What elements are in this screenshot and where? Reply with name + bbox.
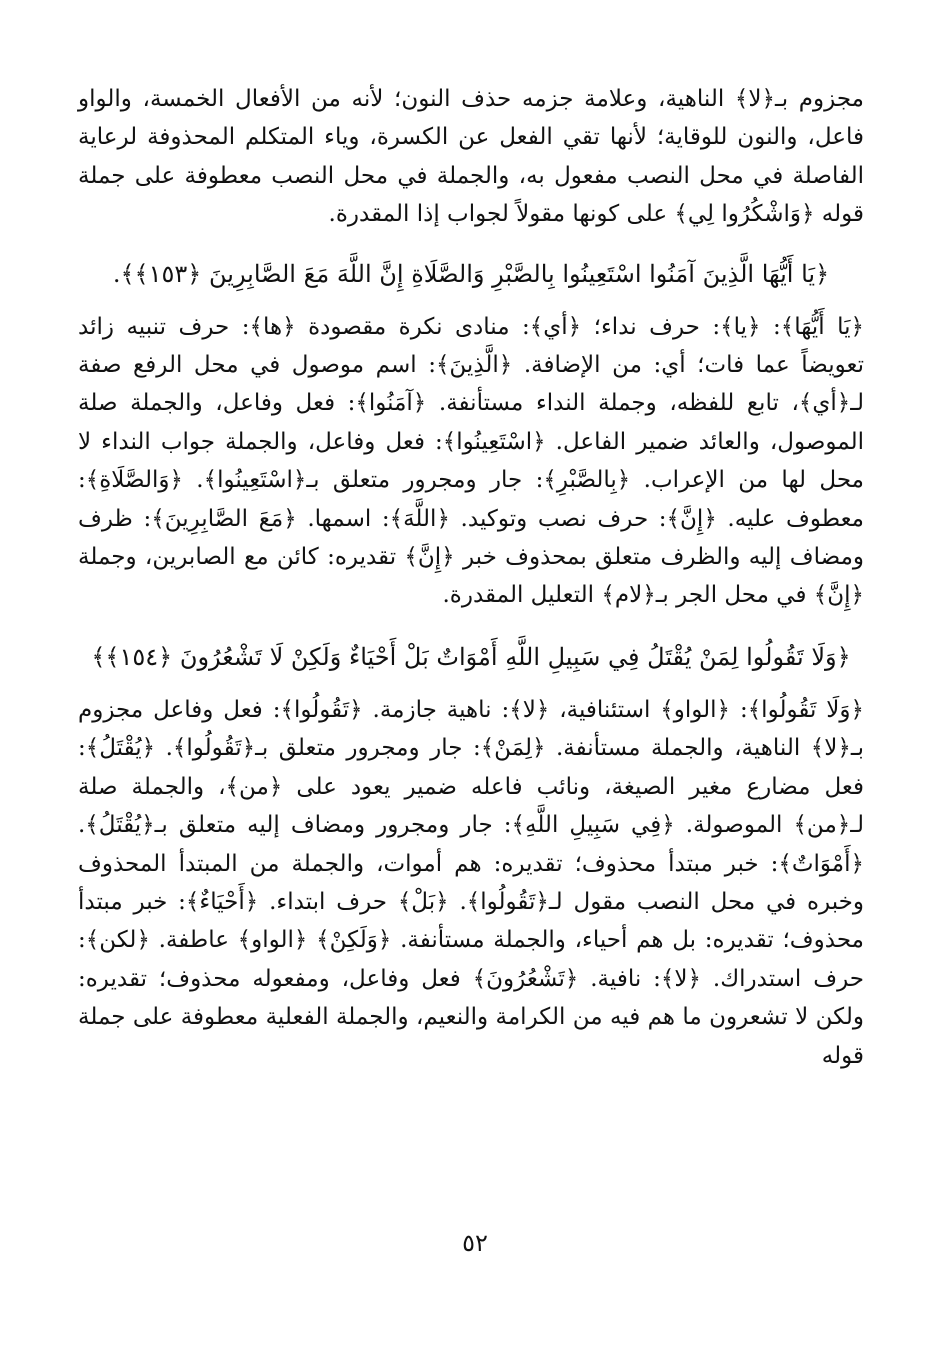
page-number: ٥٢ (462, 1229, 488, 1257)
spacer (78, 294, 864, 308)
spacer (78, 677, 864, 691)
paragraph-grammar-continued: مجزوم بـ﴿لا﴾ الناهية، وعلامة جزمه حذف النون؛ لأنه من الأفعال الخمسة، والواو فاعل، والنون للوقاية؛ لأنها تقي الفعل عن الكسرة، وياء المتكلم المحذوفة لرعاية الفاصلة في محل النصب مفعول به، والجملة في محل النصب معطوفة على جملة قوله ﴿وَاشْكُرُوا لِي﴾ على كونها مقولاً لجواب إذا المقدرة. (78, 86, 864, 228)
quran-verse-154: ﴿وَلَا تَقُولُوا لِمَنْ يُقْتَلُ فِي سَبِيلِ اللَّهِ أَمْوَاتٌ بَلْ أَحْيَاءٌ وَلَكِنْ لَا تَشْعُرُونَ ﴿١٥٤﴾﴾ (91, 642, 851, 671)
paragraph-verse-154-analysis: ﴿وَلَا تَقُولُوا﴾: ﴿الواو﴾ استئنافية، ﴿لا﴾: ناهية جازمة. ﴿تَقُولُوا﴾: فعل وفاعل مجزوم بـ﴿لا﴾ الناهية، والجملة مستأنفة. ﴿لِمَنْ﴾: جار ومجرور متعلق بـ﴿تَقُولُوا﴾. ﴿يُقْتَلُ﴾: فعل مضارع مغير الصيغة، ونائب فاعله ضمير يعود على ﴿من﴾، والجملة صلة لـ﴿من﴾ الموصولة. ﴿فِي سَبِيلِ اللَّهِ﴾: جار ومجرور ومضاف إليه متعلق بـ﴿يُقْتَلُ﴾. ﴿أَمْوَاتٌ﴾: خبر مبتدأ محذوف؛ تقديره: هم أموات، والجملة من المبتدأ المحذوف وخبره في محل النصب مقول لـ﴿تَقُولُوا﴾. ﴿بَلْ﴾ حرف ابتداء. ﴿أَحْيَاءٌ﴾: خبر مبتدأ محذوف؛ تقديره: بل هم أحياء، والجملة مستأنفة. ﴿وَلَكِنْ﴾ ﴿الواو﴾ عاطفة. ﴿لكن﴾: حرف استدراك. ﴿لا﴾: نافية. ﴿تَشْعُرُونَ﴾ فعل وفاعل، ومفعوله محذوف؛ تقديره: ولكن لا تشعرون ما هم فيه من الكرامة والنعيم، والجملة الفعلية معطوفة على جملة قوله (78, 696, 864, 1069)
quran-verse-153: ﴿يَا أَيُّهَا الَّذِينَ آمَنُوا اسْتَعِينُوا بِالصَّبْرِ وَالصَّلَاةِ إِنَّ اللَّهَ مَعَ الصَّابِرِينَ ﴿١٥٣﴾﴾. (112, 259, 830, 288)
spacer (78, 615, 864, 637)
spacer (78, 234, 864, 254)
document-page (78, 80, 864, 1075)
paragraph-verse-153-analysis: ﴿يَا أَيُّهَا﴾: ﴿يا﴾: حرف نداء؛ ﴿أي﴾: منادى نكرة مقصودة ﴿ها﴾: حرف تنبيه زائد تعويضاً عما فات؛ أي: من الإضافة. ﴿الَّذِينَ﴾: اسم موصول في محل الرفع صفة لـ﴿أي﴾، تابع للفظه، وجملة النداء مستأنفة. ﴿آمَنُوا﴾: فعل وفاعل، والجملة صلة الموصول، والعائد ضمير الفاعل. ﴿اسْتَعِينُوا﴾: فعل وفاعل، والجملة جواب النداء لا محل لها من الإعراب. ﴿بِالصَّبْرِ﴾: جار ومجرور متعلق بـ﴿اسْتَعِينُوا﴾. ﴿وَالصَّلَاةِ﴾: معطوف عليه. ﴿إِنَّ﴾: حرف نصب وتوكيد. ﴿اللَّهَ﴾: اسمها. ﴿مَعَ الصَّابِرِينَ﴾: ظرف ومضاف إليه والظرف متعلق بمحذوف خبر ﴿إِنَّ﴾ تقديره: كائن مع الصابرين، وجملة ﴿إِنَّ﴾ في محل الجر بـ﴿لام﴾ التعليل المقدرة. (78, 313, 864, 609)
